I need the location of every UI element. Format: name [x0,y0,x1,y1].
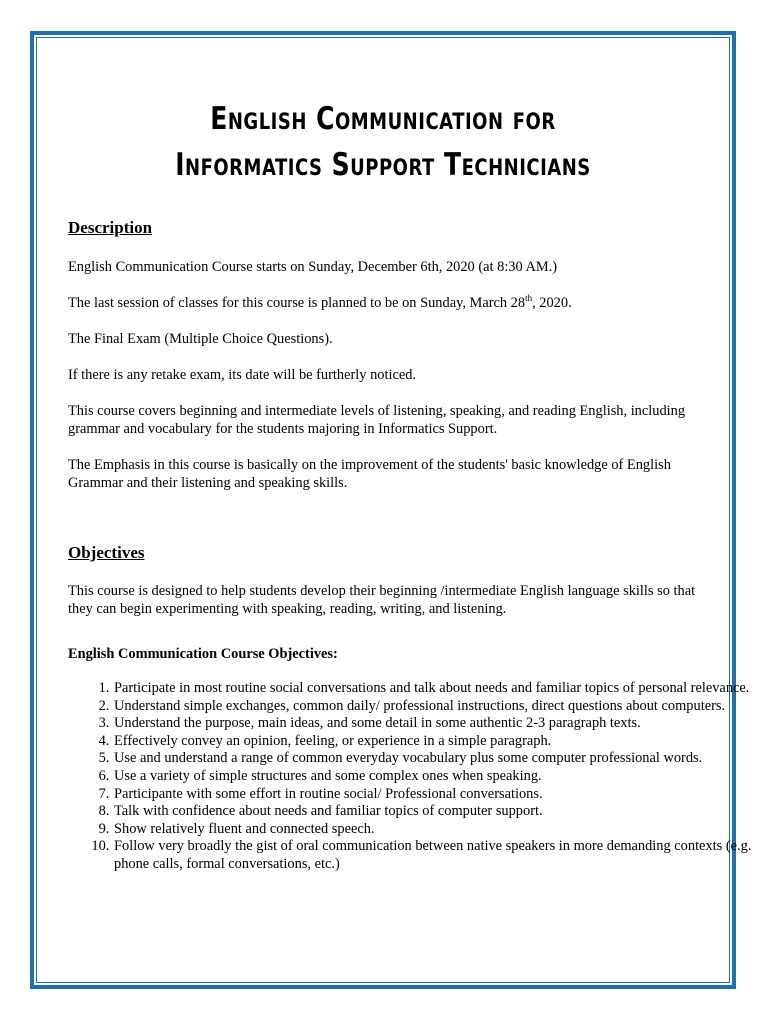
objectives-intro: This course is designed to help students develop their beginning /intermediate English language skills so that they can begin experimenting with speaking, reading, writing, and listening. [68,583,696,617]
description-paragraph-coverage: This course covers beginning and intermediate levels of listening, speaking, and reading English, including grammar and vocabulary for the students majoring in Informatics Support. [68,403,686,437]
objective-item: 8. Talk with confidence about needs and familiar topics of computer support. [113,803,753,821]
document-title-line-2: Informatics Support Technicians [175,146,591,183]
objective-item: 10. Follow very broadly the gist of oral communication between native speakers in more demanding contexts (e.g. phone calls, formal conversations, etc.) [113,838,753,873]
objective-item: 2. Understand simple exchanges, common daily/ professional instructions, direct questions about computers. [113,698,753,716]
description-paragraph-final-exam: The Final Exam (Multiple Choice Questions). [68,331,333,347]
objective-item: 6. Use a variety of simple structures and some complex ones when speaking. [113,768,753,786]
description-paragraph-retake: If there is any retake exam, its date will be furtherly noticed. [68,367,417,383]
objectives-list [68,680,753,874]
objective-item: 7. Participante with some effort in routine social/ Professional conversations. [113,786,753,804]
description-paragraph-emphasis: The Emphasis in this course is basically on the improvement of the students' basic knowledge of English Grammar and their listening and speaking skills. [68,457,671,491]
objective-item: 9. Show relatively fluent and connected speech. [113,821,753,839]
objective-item: 3. Understand the purpose, main ideas, and some detail in some authentic 2-3 paragraph texts. [113,715,753,733]
description-heading: Description [68,218,153,237]
objective-item: 4. Effectively convey an opinion, feeling, or experience in a simple paragraph. [113,733,753,751]
ordinal-suffix: th [525,293,533,304]
objectives-list-title: English Communication Course Objectives: [68,646,338,662]
last-session-text: The last session of classes for this course is planned to be on Sunday, March 28 [68,295,526,311]
description-paragraph-last-session [68,294,708,312]
document-title-line-1: English Communication for [210,100,556,137]
objective-item: 1. Participate in most routine social conversations and talk about needs and familiar topics of personal relevance. [113,680,753,698]
description-paragraph-start-date: English Communication Course starts on Sunday, December 6th, 2020 (at 8:30 AM.) [68,259,558,275]
last-session-year: , 2020. [532,295,572,311]
objectives-heading: Objectives [68,543,145,562]
objective-item: 5. Use and understand a range of common everyday vocabulary plus some computer professional words. [113,750,753,768]
